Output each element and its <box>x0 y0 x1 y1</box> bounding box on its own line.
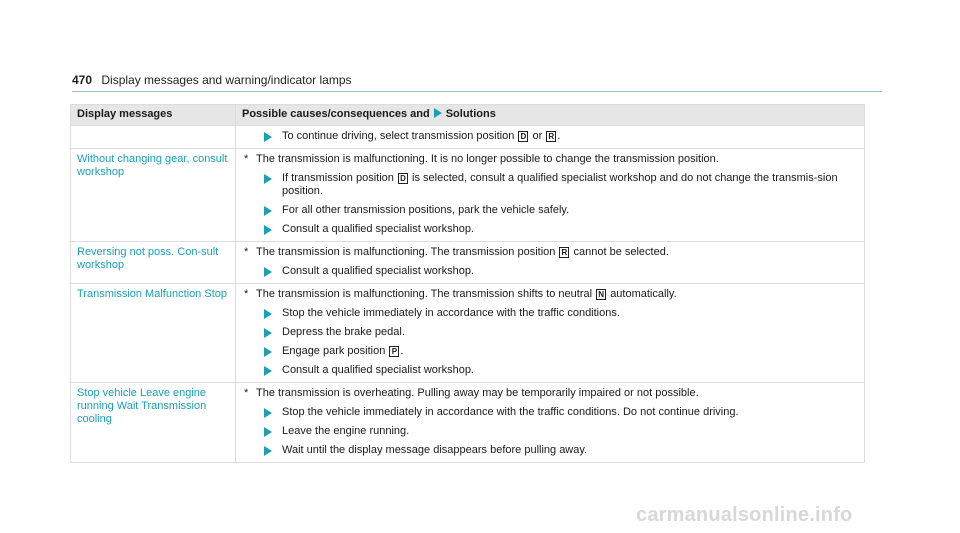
display-message-text: Transmission Malfunction Stop <box>77 288 227 300</box>
watermark: carmanualsonline.info <box>636 504 853 526</box>
solution-cell <box>236 149 865 242</box>
line-text-post: is selected, consult a qualified specialist workshop and do not change the transmis-sion position. <box>282 172 838 197</box>
line-text: Depress the brake pedal. <box>282 326 405 338</box>
solution-cell <box>236 126 865 149</box>
solution-step <box>240 364 858 377</box>
line-text: Wait until the display message disappears before pulling away. <box>282 444 588 456</box>
line-text: Leave the engine running. <box>282 425 410 437</box>
display-message-text: Stop vehicle Leave engine running Wait Transmission cooling <box>77 387 207 425</box>
table-header-row <box>71 105 865 126</box>
line-text: Stop the vehicle immediately in accordance with the traffic conditions. Do not continue driving. <box>282 406 739 418</box>
table-body <box>71 126 865 463</box>
line-text: Consult a qualified specialist workshop. <box>282 223 474 235</box>
table-row <box>71 242 865 284</box>
asterisk-marker: * <box>244 288 249 300</box>
table-row <box>71 149 865 242</box>
play-arrow-icon <box>264 446 272 456</box>
play-arrow-icon <box>264 366 272 376</box>
line-text: Stop the vehicle immediately in accordance with the traffic conditions. <box>282 307 620 319</box>
column-header-solutions-label: Solutions <box>445 108 496 120</box>
page-number: 470 <box>72 73 93 87</box>
header-divider <box>72 91 882 92</box>
transmission-position-key: R <box>559 247 569 258</box>
table-row <box>71 126 865 149</box>
asterisk-marker: * <box>244 246 249 258</box>
solution-cell <box>236 383 865 463</box>
display-message-cell <box>71 149 236 242</box>
line-text: Consult a qualified specialist workshop. <box>282 265 474 277</box>
line-text-pre: Engage park position <box>282 345 386 357</box>
line-text: The transmission is malfunctioning. It is no longer possible to change the transmission position. <box>256 153 719 165</box>
solution-step <box>240 425 858 438</box>
line-text-post: . <box>557 130 561 142</box>
play-arrow-icon <box>264 309 272 319</box>
table-row <box>71 284 865 383</box>
solution-step <box>240 307 858 320</box>
play-arrow-icon <box>434 108 442 118</box>
display-message-cell <box>71 126 236 149</box>
cause-line <box>240 387 858 400</box>
solution-step <box>240 172 858 198</box>
solution-step <box>240 265 858 278</box>
solution-step <box>240 204 858 217</box>
line-text-pre: The transmission is malfunctioning. The transmission position <box>256 246 556 258</box>
play-arrow-icon <box>264 328 272 338</box>
table-row <box>71 383 865 463</box>
line-text: For all other transmission positions, park the vehicle safely. <box>282 204 570 216</box>
transmission-position-key: R <box>546 131 556 142</box>
solution-cell <box>236 284 865 383</box>
solution-step <box>240 345 858 358</box>
solution-step <box>240 130 858 143</box>
display-message-cell <box>71 242 236 284</box>
column-header-causes-solutions <box>236 105 865 126</box>
column-header-display-messages: Display messages <box>71 105 236 126</box>
transmission-position-key: P <box>389 346 399 357</box>
display-message-text: Without changing gear, consult workshop <box>77 153 228 178</box>
line-text-mid: or <box>532 130 543 142</box>
page-title: Display messages and warning/indicator lamps <box>101 73 352 87</box>
play-arrow-icon <box>264 174 272 184</box>
play-arrow-icon <box>264 347 272 357</box>
display-message-text: Reversing not poss. Con-sult workshop <box>77 246 219 271</box>
line-text-post: . <box>400 345 404 357</box>
cause-line <box>240 246 858 259</box>
line-text: Consult a qualified specialist workshop. <box>282 364 474 376</box>
cause-line <box>240 288 858 301</box>
solution-step <box>240 326 858 339</box>
solution-cell <box>236 242 865 284</box>
play-arrow-icon <box>264 267 272 277</box>
display-messages-table <box>70 104 865 463</box>
cause-line <box>240 153 858 166</box>
transmission-position-key: D <box>518 131 528 142</box>
page-header <box>72 73 352 87</box>
play-arrow-icon <box>264 408 272 418</box>
column-header-causes-label: Possible causes/consequences and <box>242 108 430 120</box>
line-text-pre: If transmission position <box>282 172 394 184</box>
play-arrow-icon <box>264 225 272 235</box>
solution-step <box>240 223 858 236</box>
play-arrow-icon <box>264 206 272 216</box>
solution-step <box>240 444 858 457</box>
play-arrow-icon <box>264 132 272 142</box>
solution-step <box>240 406 858 419</box>
asterisk-marker: * <box>244 153 249 165</box>
transmission-position-key: D <box>398 173 408 184</box>
line-text-pre: The transmission is malfunctioning. The transmission shifts to neutral <box>256 288 593 300</box>
asterisk-marker: * <box>244 387 249 399</box>
play-arrow-icon <box>264 427 272 437</box>
line-text: The transmission is overheating. Pulling away may be temporarily impaired or not possible. <box>256 387 699 399</box>
line-text-post: cannot be selected. <box>573 246 669 258</box>
line-text-pre: To continue driving, select transmission position <box>282 130 515 142</box>
display-message-cell <box>71 383 236 463</box>
line-text-post: automatically. <box>610 288 677 300</box>
transmission-position-key: N <box>596 289 606 300</box>
display-message-cell <box>71 284 236 383</box>
